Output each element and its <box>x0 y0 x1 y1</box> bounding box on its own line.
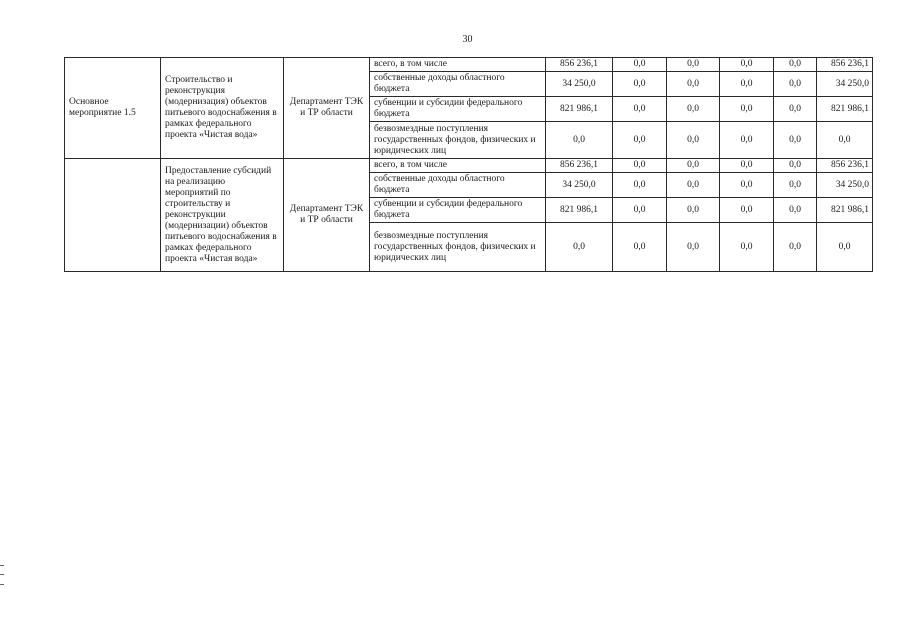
value-cell: 0,0 <box>613 223 667 272</box>
value-cell: 0,0 <box>774 198 817 223</box>
event-cell <box>65 159 161 272</box>
value-cell: 34 250,0 <box>546 173 613 198</box>
source-cell: всего, в том числе <box>370 58 546 72</box>
value-cell: 0,0 <box>720 72 774 97</box>
value-cell: 0,0 <box>774 58 817 72</box>
value-cell: 0,0 <box>613 198 667 223</box>
value-cell: 0,0 <box>774 159 817 173</box>
value-cell: 34 250,0 <box>546 72 613 97</box>
page-number: 30 <box>462 34 473 45</box>
event-cell: Основное мероприятие 1.5 <box>65 58 161 159</box>
value-cell: 0,0 <box>667 223 720 272</box>
source-cell: собственные доходы областного бюджета <box>370 173 546 198</box>
table-row <box>65 58 873 72</box>
event-name-cell: Предоставление субсидий на реализацию мероприятий по строительству и реконструкции (модернизации) объектов питьевого водоснабжения в рамках федерального проекта «Чистая вода» <box>161 159 284 272</box>
value-cell: 0,0 <box>667 58 720 72</box>
total-cell: 821 986,1 <box>817 97 873 122</box>
value-cell: 0,0 <box>667 159 720 173</box>
value-cell: 821 986,1 <box>546 97 613 122</box>
table-row <box>65 159 873 173</box>
event-name-cell: Строительство и реконструкция (модернизация) объектов питьевого водоснабжения в рамках федерального проекта «Чистая вода» <box>161 58 284 159</box>
value-cell: 821 986,1 <box>546 198 613 223</box>
source-cell: собственные доходы областного бюджета <box>370 72 546 97</box>
source-cell: безвозмездные поступления государственных фондов, физических и юридических лиц <box>370 122 546 159</box>
source-cell: субвенции и субсидии федерального бюджета <box>370 198 546 223</box>
value-cell: 0,0 <box>720 58 774 72</box>
value-cell: 0,0 <box>774 173 817 198</box>
value-cell: 0,0 <box>667 122 720 159</box>
executor-cell: Департамент ТЭК и ТР области <box>284 58 370 159</box>
value-cell: 0,0 <box>613 97 667 122</box>
value-cell: 856 236,1 <box>546 58 613 72</box>
value-cell: 0,0 <box>667 97 720 122</box>
value-cell: 0,0 <box>613 72 667 97</box>
total-cell: 821 986,1 <box>817 198 873 223</box>
value-cell: 0,0 <box>546 223 613 272</box>
value-cell: 0,0 <box>667 173 720 198</box>
total-cell: 856 236,1 <box>817 159 873 173</box>
value-cell: 0,0 <box>774 122 817 159</box>
total-cell: 34 250,0 <box>817 72 873 97</box>
margin-mark <box>0 565 4 585</box>
total-cell: 0,0 <box>817 223 873 272</box>
value-cell: 0,0 <box>613 159 667 173</box>
value-cell: 0,0 <box>720 173 774 198</box>
executor-cell: Департамент ТЭК и ТР области <box>284 159 370 272</box>
value-cell: 0,0 <box>774 72 817 97</box>
value-cell: 0,0 <box>720 122 774 159</box>
value-cell: 0,0 <box>720 223 774 272</box>
budget-table <box>64 57 873 272</box>
value-cell: 0,0 <box>720 159 774 173</box>
source-cell: всего, в том числе <box>370 159 546 173</box>
total-cell: 34 250,0 <box>817 173 873 198</box>
value-cell: 0,0 <box>667 198 720 223</box>
total-cell: 0,0 <box>817 122 873 159</box>
value-cell: 0,0 <box>613 173 667 198</box>
value-cell: 0,0 <box>720 97 774 122</box>
value-cell: 0,0 <box>613 122 667 159</box>
source-cell: субвенции и субсидии федерального бюджета <box>370 97 546 122</box>
source-cell: безвозмездные поступления государственных фондов, физических и юридических лиц <box>370 223 546 272</box>
value-cell: 856 236,1 <box>546 159 613 173</box>
value-cell: 0,0 <box>774 223 817 272</box>
value-cell: 0,0 <box>720 198 774 223</box>
value-cell: 0,0 <box>546 122 613 159</box>
value-cell: 0,0 <box>613 58 667 72</box>
total-cell: 856 236,1 <box>817 58 873 72</box>
value-cell: 0,0 <box>667 72 720 97</box>
value-cell: 0,0 <box>774 97 817 122</box>
